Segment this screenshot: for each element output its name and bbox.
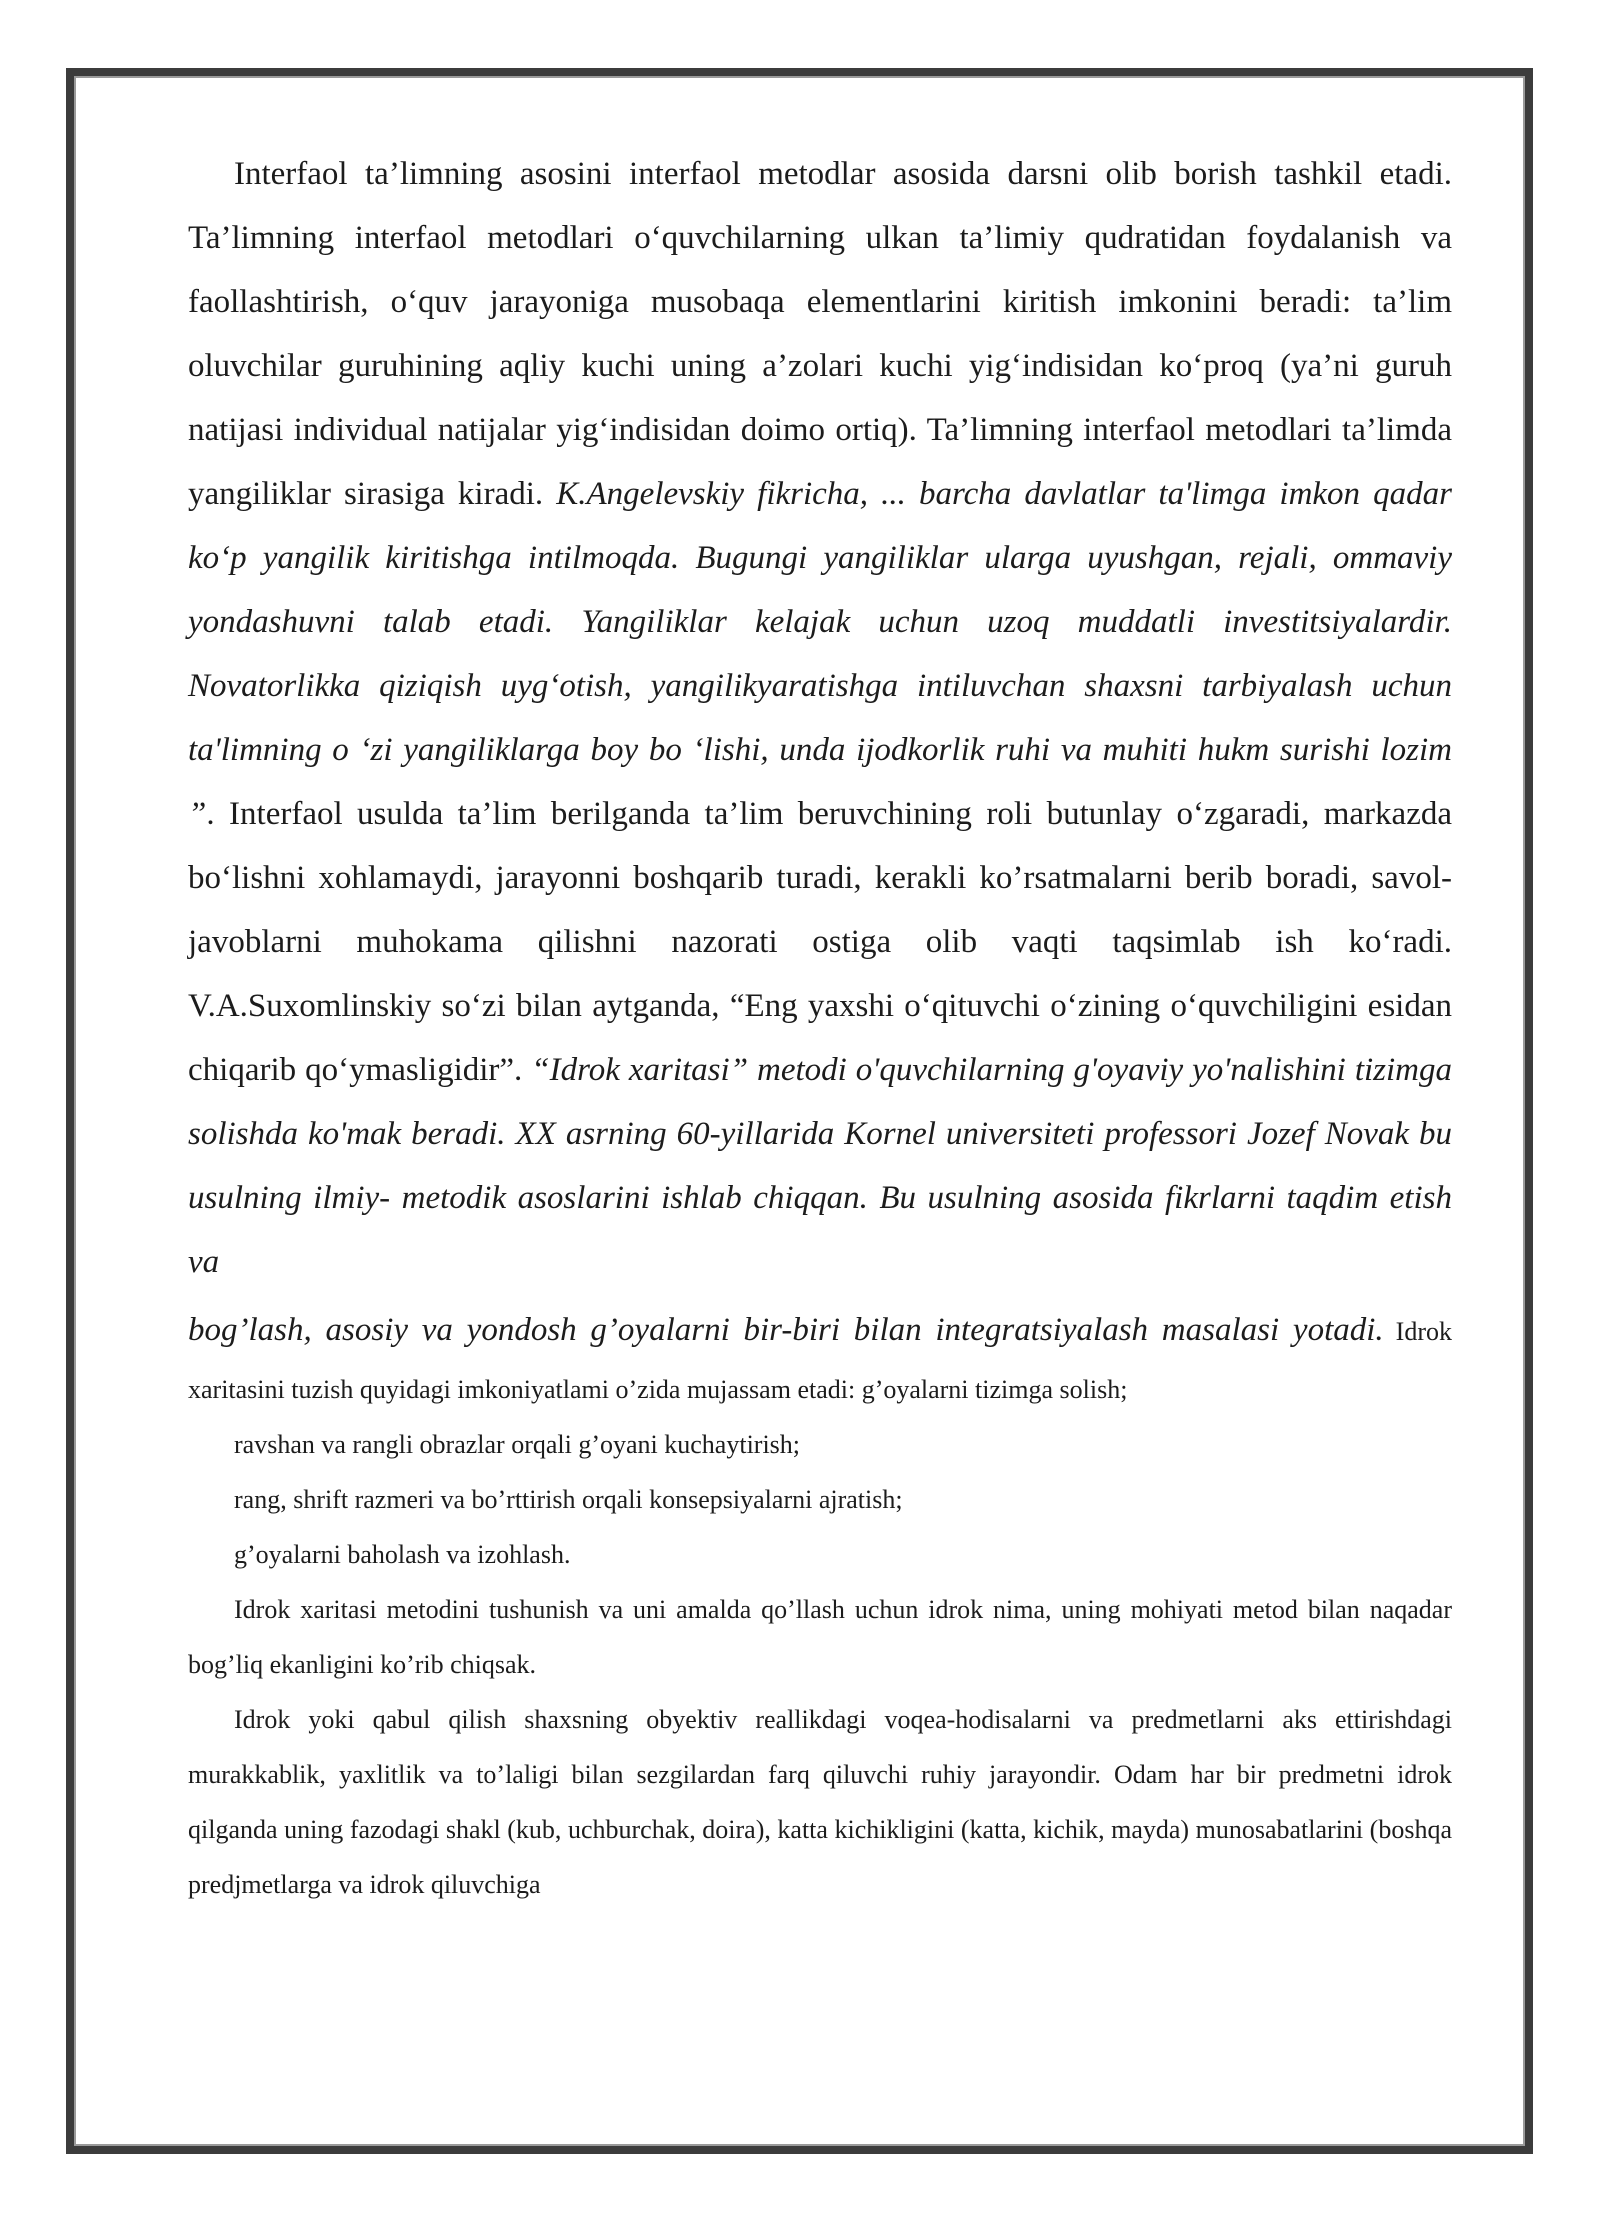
idrok-xaritasi-intro: “Idrok xaritasi” metodi o'quvchilarning g'oyaviy yo'nalishini tizimga solishda ko'mak beradi. XX asrning 60-yillarida Kornel universiteti professori Jozef Novak bu usulning ilmiy- metodik asoslarini ishlab chiqqan. Bu usulning asosida fikrlarni taqdim etish va — [188, 1052, 1452, 1280]
document-body — [188, 142, 1452, 1912]
integration-statement: bog’lash, asosiy va yondosh g’oyalarni bir-biri bilan integratsiyalash masalasi yotadi. — [188, 1312, 1384, 1348]
paragraph-interfaol-text-1: Interfaol ta’limning asosini interfaol metodlar asosida darsni olib borish tashkil etadi. Ta’limning interfaol metodlari o‘quvchilarning ulkan ta’limiy qudratidan foydalanish va faollashtirish, o‘quv jarayoniga musobaqa elementlarini kiritish imkonini beradi: ta’lim oluvchilar guruhining aqliy kuchi uning a’zolari kuchi yig‘indisidan ko‘proq (ya’ni guruh natijasi individual natijalar yig‘indisidan doimo ortiq). Ta’limning interfaol metodlari ta’limda yangiliklar sirasiga kiradi. — [188, 156, 1452, 512]
paragraph-interfaol — [188, 142, 1452, 1294]
list-item: ravshan va rangli obrazlar orqali g’oyani kuchaytirish; — [234, 1430, 801, 1459]
quote-angelevskiy: K.Angelevskiy fikricha, ... barcha davlatlar ta'limga imkon qadar ko‘p yangilik kiritishga intilmoqda. Bugungi yangiliklar ularga uyushgan, rejali, ommaviy yondashuvni talab etadi. Yangiliklar kelajak uchun uzoq muddatli investitsiyalardir. Novatorlikka qiziqish uyg‘otish, yangilikyaratishga intiluvchan shaxsni tarbiyalash uchun ta'limning o ‘zi yangiliklarga boy bo ‘lishi, unda ijodkorlik ruhi va muhiti hukm surishi lozim ” — [188, 476, 1452, 832]
paragraph-idrok-ta-rifi: Idrok yoki qabul qilish shaxsning obyektiv reallikdagi voqea-hodisalarni va predmetlarni aks ettirishdagi murakkablik, yaxlitlik va to’laligi bilan sezgilardan farq qiluvchi ruhiy jarayondir. Odam har bir predmetni idrok qilganda uning fazodagi shakl (kub, uchburchak, doira), katta kichikligini (katta, kichik, mayda) munosabatlarini (boshqa predjmetlarga va idrok qiluvchiga — [188, 1705, 1452, 1899]
paragraph-idrok-metodi: Idrok xaritasi metodini tushunish va uni amalda qo’llash uchun idrok nima, uning mohiyati metod bilan naqadar bog’liq ekanligini ko’rib chiqsak. — [188, 1595, 1452, 1679]
paragraph-interfaol-text-2: . Interfaol usulda ta’lim berilganda ta’lim beruvchining roli butunlay o‘zgaradi, markazda bo‘lishni xohlamaydi, jarayonni boshqarib turadi, kerakli ko’rsatmalarni berib boradi, savol-javoblarni muhokama qilishni nazorati ostiga olib vaqti taqsimlab ish ko‘radi. V.A.Suxomlinskiy so‘zi bilan aytganda, “Eng yaxshi o‘qituvchi o‘zining o‘quvchiligini esidan chiqarib qo‘ymasligidir”. — [188, 796, 1452, 1088]
list-item: rang, shrift razmeri va bo’rttirish orqali konsepsiyalarni ajratish; — [234, 1485, 903, 1514]
paragraph-idrok-imkoniyatlari — [188, 1298, 1452, 1417]
paragraph-idrok-imkoniyatlari-text: Idrok xaritasini tuzish quyidagi imkoniyatlami o’zida mujassam etadi: g’oyalarni tizimga solish; — [188, 1317, 1452, 1404]
list-item: g’oyalarni baholash va izohlash. — [234, 1540, 571, 1569]
